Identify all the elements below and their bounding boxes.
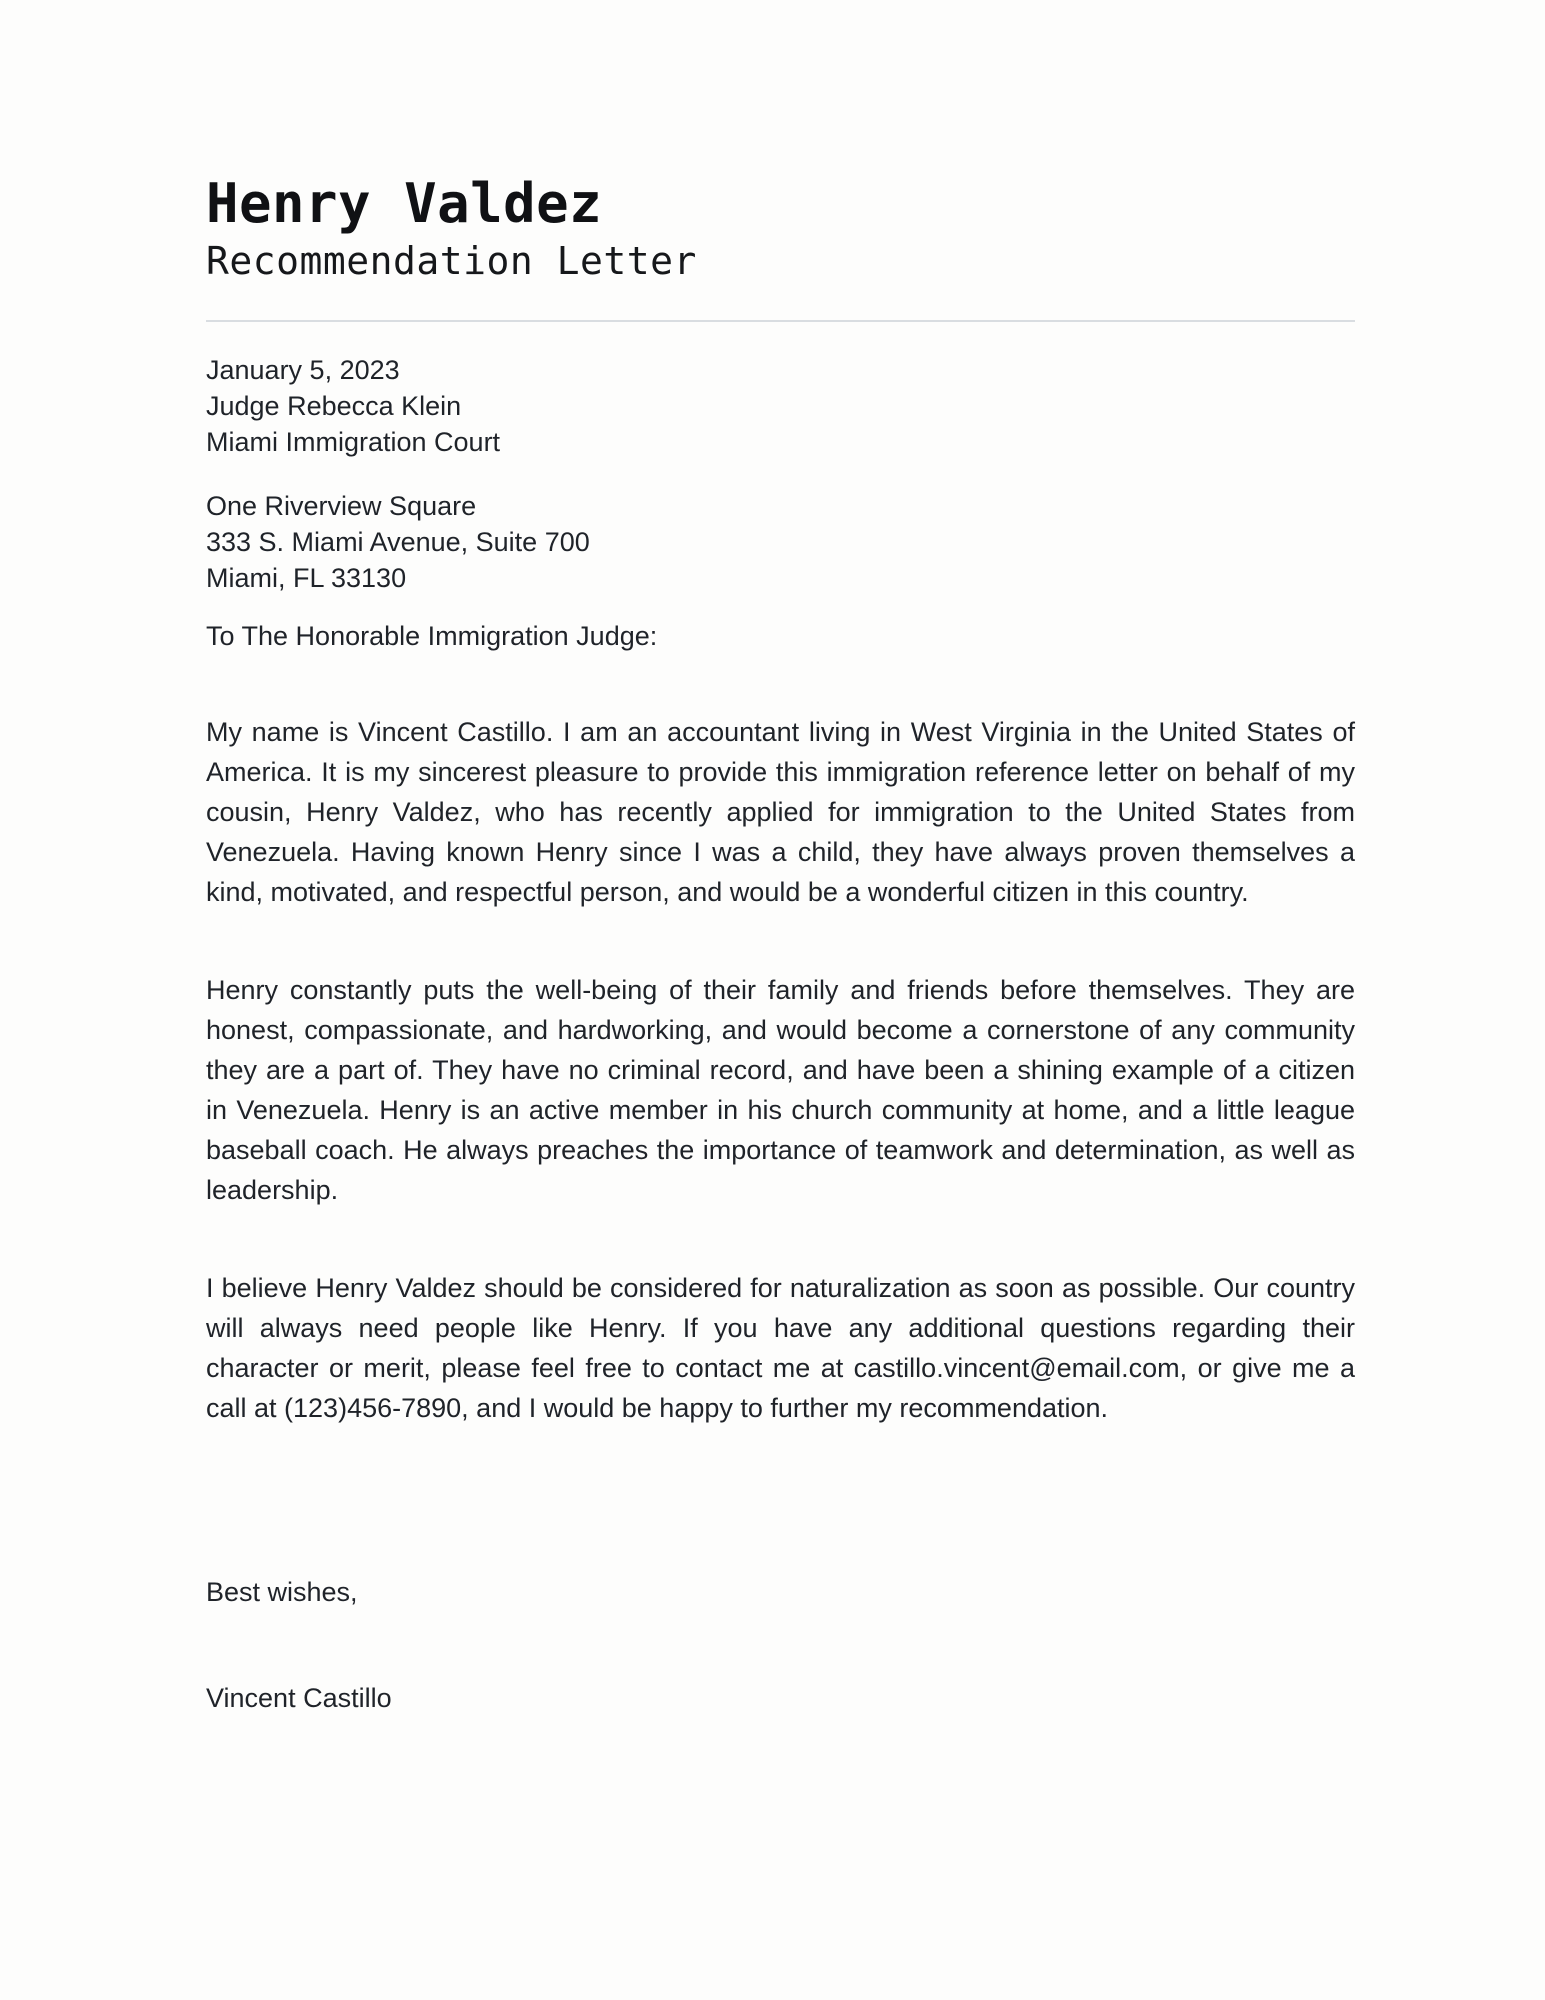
letter-date: January 5, 2023 [206,355,400,386]
document-subtitle: Recommendation Letter [206,238,697,283]
address-line-3: Miami, FL 33130 [206,563,407,594]
address-line-2: 333 S. Miami Avenue, Suite 700 [206,527,590,558]
header-divider [206,320,1355,322]
recipient-address-block [206,488,1355,596]
salutation: To The Honorable Immigration Judge: [206,621,658,652]
recipient-court: Miami Immigration Court [206,427,501,458]
recipient-name: Judge Rebecca Klein [206,391,462,422]
date-recipient-block [206,352,1355,460]
author-name-title: Henry Valdez [206,172,603,235]
letter-header [206,172,1355,284]
body-paragraph-1: My name is Vincent Castillo. I am an accountant living in West Virginia in the United States of America. It is my sincerest pleasure to provide this immigration reference letter on behalf of my cousin, Henry Valdez, who has recently applied for immigration to the United States from Venezuela. Having known Henry since I was a child, they have always proven themselves a kind, motivated, and respectful person, and would be a wonderful citizen in this country. [206,717,1355,908]
body-paragraph-2: Henry constantly puts the well-being of their family and friends before themselves. They are honest, compassionate, and hardworking, and would become a cornerstone of any community they are a part of. They have no criminal record, and have been a shining example of a citizen in Venezuela. Henry is an active member in his church community at home, and a little league baseball coach. He always preaches the importance of teamwork and determination, as well as leadership. [206,975,1355,1206]
signature-name: Vincent Castillo [206,1683,392,1714]
address-line-1: One Riverview Square [206,491,477,522]
body-paragraph-3: I believe Henry Valdez should be considered for naturalization as soon as possible. Our country will always need people like Henry. If you have any additional questions regarding their character or merit, please feel free to contact me at castillo.vincent@email.com, or give me a call at (123)456-7890, and I would be happy to further my recommendation. [206,1273,1355,1424]
closing-signoff: Best wishes, [206,1577,358,1608]
